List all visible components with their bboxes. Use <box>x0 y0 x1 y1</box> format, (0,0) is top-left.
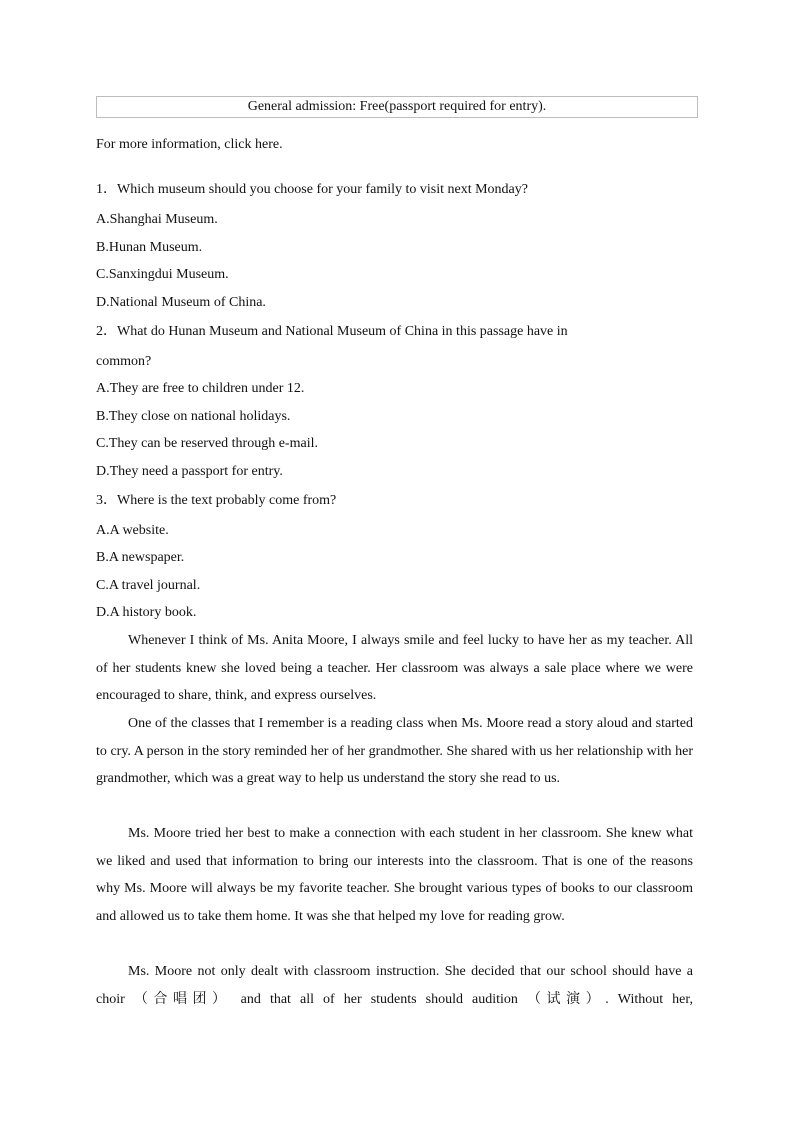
question-1-stem: 1．Which museum should you choose for your family to visit next Monday? <box>96 182 528 197</box>
passage-paragraph-4: Ms. Moore not only dealt with classroom instruction. She decided that our school should have a choir （合唱团） and that all of her students should audition （试演）. Without her, <box>96 964 693 1007</box>
passage-paragraph-1: Whenever I think of Ms. Anita Moore, I always smile and feel lucky to have her as my teacher. All of her students knew she loved being a teacher. Her classroom was always a sale place where we were encouraged to share, think, and express ourselves. <box>96 633 693 704</box>
question-1-option-d: D.National Museum of China. <box>96 295 266 310</box>
question-1-option-c: C.Sanxingdui Museum. <box>96 267 229 282</box>
passage-paragraph-2: One of the classes that I remember is a reading class when Ms. Moore read a story aloud and started to cry. A person in the story reminded her of her grandmother. She shared with us her relationship with her grandmother, which was a great way to help us understand the story she read to us. <box>96 716 693 787</box>
question-3-option-a: A.A website. <box>96 523 169 538</box>
question-3-stem: 3．Where is the text probably come from? <box>96 493 337 508</box>
question-3-option-b: B.A newspaper. <box>96 550 185 565</box>
question-2-stem-continued: common? <box>96 354 152 369</box>
question-1-option-a: A.Shanghai Museum. <box>96 212 218 227</box>
question-2-option-c: C.They can be reserved through e-mail. <box>96 436 318 451</box>
question-3-option-c: C.A travel journal. <box>96 578 201 593</box>
admission-text: General admission: Free(passport required for entry). <box>247 99 547 114</box>
more-info-line: For more information, click here. <box>96 137 283 152</box>
admission-box <box>96 96 698 118</box>
question-2-option-d: D.They need a passport for entry. <box>96 464 283 479</box>
question-2-stem: 2．What do Hunan Museum and National Museum of China in this passage have in <box>96 324 568 339</box>
question-1-option-b: B.Hunan Museum. <box>96 240 203 255</box>
question-2-option-a: A.They are free to children under 12. <box>96 381 305 396</box>
question-3-option-d: D.A history book. <box>96 605 197 620</box>
passage-paragraph-3: Ms. Moore tried her best to make a connection with each student in her classroom. She knew what we liked and used that information to bring our interests into the classroom. That is one of the reasons why Ms. Moore will always be my favorite teacher. She brought various types of books to our classroom and allowed us to take them home. It was she that helped my love for reading grow. <box>96 826 693 924</box>
question-2-option-b: B.They close on national holidays. <box>96 409 291 424</box>
